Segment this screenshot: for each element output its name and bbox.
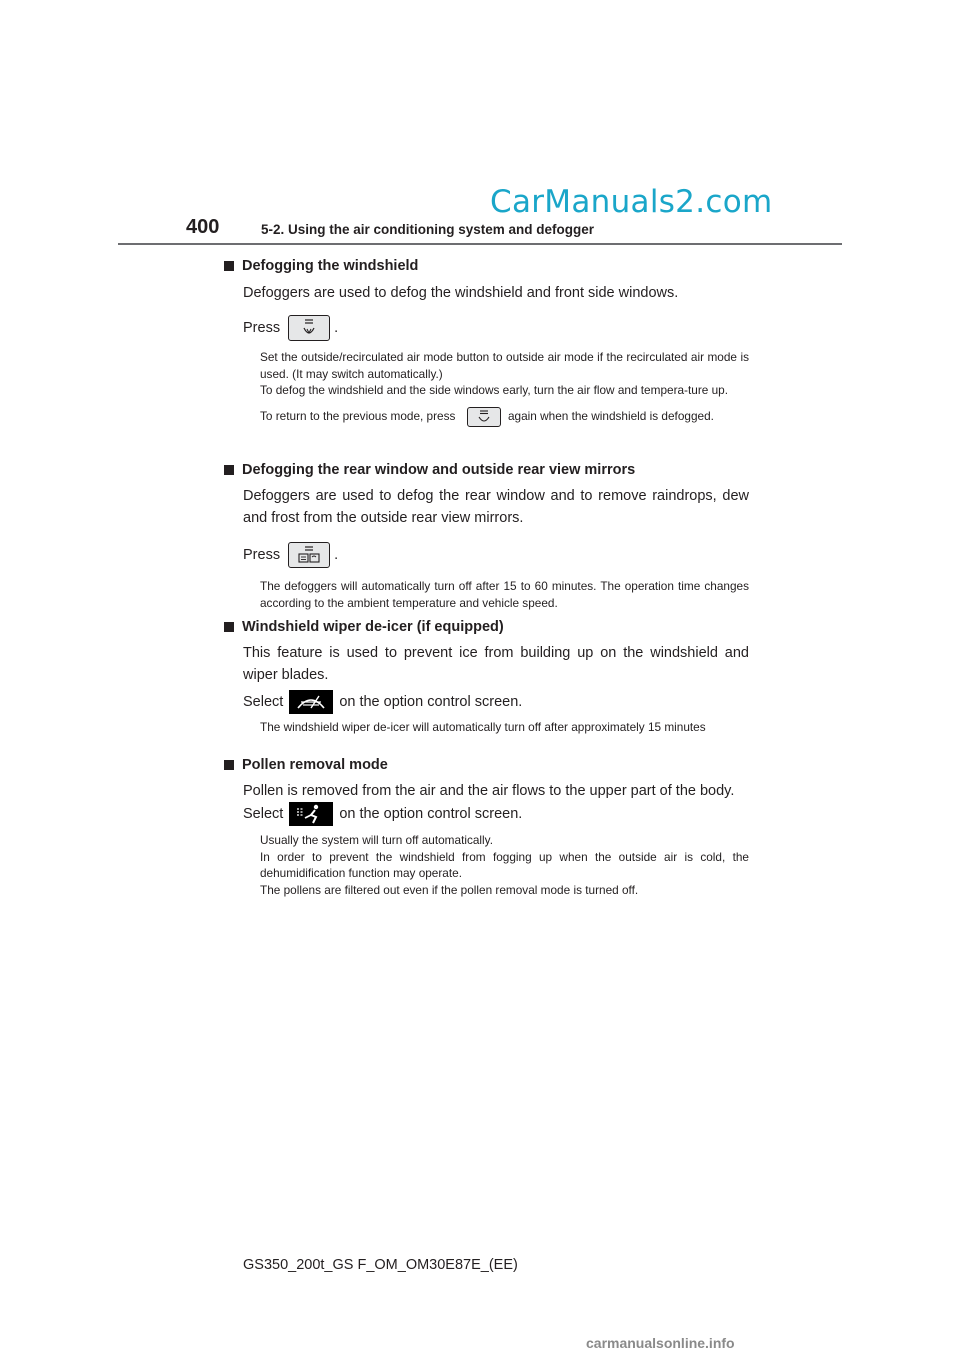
note: To return to the previous mode, press again when the windshield is defogged. bbox=[260, 407, 749, 427]
note: In order to prevent the windshield from fogging up when the outside air is cold, the dehumidification function may operate. bbox=[260, 849, 749, 880]
section-pollen-removal bbox=[224, 755, 749, 898]
body-text: Defoggers are used to defog the rear window and to remove raindrops, dew and frost from the outside rear view mirrors. bbox=[243, 488, 749, 526]
square-bullet-icon bbox=[224, 622, 234, 632]
square-bullet-icon bbox=[224, 261, 234, 271]
square-bullet-icon bbox=[224, 760, 234, 770]
note: Set the outside/recirculated air mode button to outside air mode if the recirculated air mode is used. (It may switch automatically.) bbox=[260, 350, 749, 381]
note: The pollens are filtered out even if the pollen removal mode is turned off. bbox=[260, 882, 639, 897]
section-defog-windshield bbox=[224, 256, 749, 427]
rear-defogger-icon bbox=[288, 542, 330, 568]
heading: Defogging the windshield bbox=[224, 256, 749, 276]
square-bullet-icon bbox=[224, 465, 234, 475]
section-title: 5-2. Using the air conditioning system and defogger bbox=[261, 222, 595, 237]
select-instruction: Select on the option control screen. bbox=[243, 688, 749, 716]
pollen-removal-icon bbox=[289, 802, 333, 826]
wiper-deicer-icon bbox=[289, 690, 333, 714]
watermark-bottom: carmanualsonline.info bbox=[586, 1335, 735, 1351]
press-instruction: Press . bbox=[243, 314, 749, 342]
heading: Defogging the rear window and outside rear view mirrors bbox=[224, 460, 749, 480]
front-defogger-icon bbox=[467, 407, 501, 427]
watermark-top: CarManuals2.com bbox=[490, 184, 773, 220]
select-instruction: Select on the option control screen. bbox=[243, 800, 749, 828]
note: To defog the windshield and the side windows early, turn the air flow and tempera-ture up. bbox=[260, 383, 728, 397]
body-text: Defoggers are used to defog the windshield and front side windows. bbox=[243, 285, 679, 301]
heading: Pollen removal mode bbox=[224, 755, 749, 775]
note: The defoggers will automatically turn off after 15 to 60 minutes. The operation time changes according to the ambient temperature and vehicle speed. bbox=[260, 579, 749, 610]
section-wiper-deicer bbox=[224, 617, 749, 736]
note: The windshield wiper de-icer will automatically turn off after approximately 15 minutes bbox=[260, 720, 706, 734]
note: Usually the system will turn off automatically. bbox=[260, 833, 493, 847]
header-rule bbox=[118, 243, 842, 245]
section-defog-rear bbox=[224, 460, 749, 611]
body-text: Pollen is removed from the air and the air flows to the upper part of the body. bbox=[243, 783, 735, 799]
heading: Windshield wiper de-icer (if equipped) bbox=[224, 617, 749, 637]
document-code: GS350_200t_GS F_OM_OM30E87E_(EE) bbox=[243, 1257, 518, 1273]
body-text: This feature is used to prevent ice from building up on the windshield and wiper blades. bbox=[243, 645, 749, 683]
press-instruction: Press . bbox=[243, 541, 749, 569]
page-number: 400 bbox=[186, 216, 220, 238]
front-defogger-icon bbox=[288, 315, 330, 341]
